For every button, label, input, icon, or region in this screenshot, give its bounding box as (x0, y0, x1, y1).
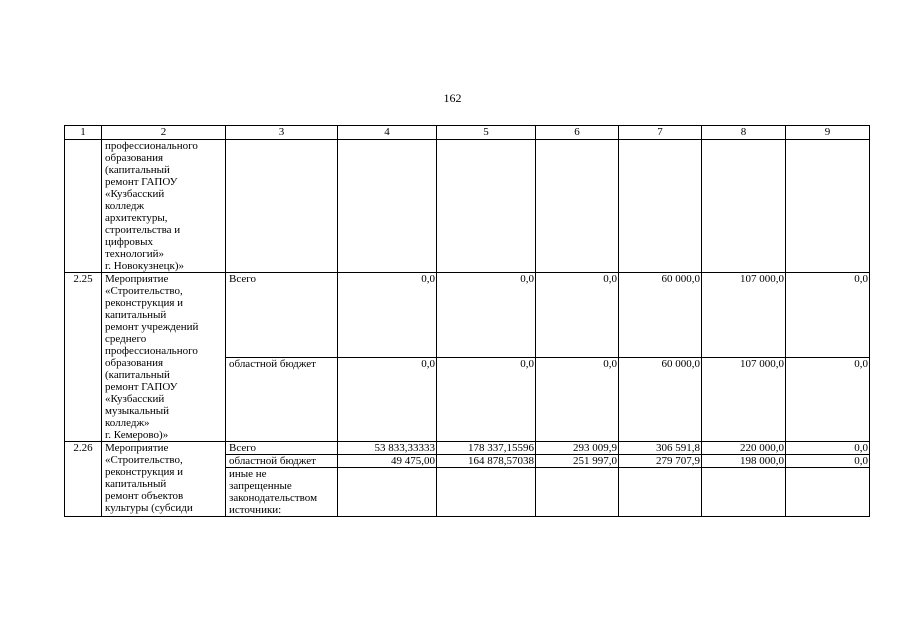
table-row (65, 273, 870, 358)
column-header: 9 (786, 126, 870, 140)
table-header-row (65, 126, 870, 140)
value-cell: 0,0 (338, 273, 437, 358)
funding-source: областной бюджет (226, 357, 338, 442)
column-header: 6 (536, 126, 619, 140)
page-number: 162 (443, 91, 462, 105)
row-number (65, 140, 102, 273)
column-header: 1 (65, 126, 102, 140)
empty-cell (786, 140, 870, 273)
empty-cell (702, 140, 786, 273)
funding-source: иные не запрещенные законодательством источники: (226, 468, 338, 517)
value-cell (338, 468, 437, 517)
column-header: 4 (338, 126, 437, 140)
value-cell: 0,0 (437, 357, 536, 442)
empty-cell (338, 140, 437, 273)
value-cell (536, 468, 619, 517)
funding-source: Всего (226, 273, 338, 358)
row-number: 2.25 (65, 273, 102, 442)
column-header: 3 (226, 126, 338, 140)
empty-cell (437, 140, 536, 273)
measure-description: Мероприятие «Строительство, реконструкция и капитальный ремонт учреждений среднего профессионального образования (капитальный ремонт ГАПОУ «Кузбасский музыкальный колледж» г. Кемерово)» (102, 273, 226, 442)
value-cell: 178 337,15596 (437, 442, 536, 455)
column-header: 2 (102, 126, 226, 140)
value-cell: 0,0 (536, 273, 619, 358)
value-cell: 0,0 (786, 455, 870, 468)
value-cell: 0,0 (786, 442, 870, 455)
value-cell: 53 833,33333 (338, 442, 437, 455)
measure-description: Мероприятие «Строительство, реконструкция и капитальный ремонт объектов культуры (субсиди (102, 442, 226, 517)
value-cell: 251 997,0 (536, 455, 619, 468)
value-cell: 279 707,9 (619, 455, 702, 468)
value-cell: 107 000,0 (702, 273, 786, 358)
empty-cell (226, 140, 338, 273)
value-cell: 107 000,0 (702, 357, 786, 442)
value-cell: 49 475,00 (338, 455, 437, 468)
value-cell: 0,0 (338, 357, 437, 442)
value-cell: 60 000,0 (619, 273, 702, 358)
value-cell: 293 009,9 (536, 442, 619, 455)
value-cell: 164 878,57038 (437, 455, 536, 468)
column-header: 7 (619, 126, 702, 140)
value-cell (619, 468, 702, 517)
value-cell: 0,0 (536, 357, 619, 442)
measure-description: профессионального образования (капитальный ремонт ГАПОУ «Кузбасский колледж архитектуры, строительства и цифровых технологий» г. Новокузнецк)» (102, 140, 226, 273)
value-cell: 306 591,8 (619, 442, 702, 455)
value-cell: 60 000,0 (619, 357, 702, 442)
value-cell: 0,0 (437, 273, 536, 358)
value-cell (702, 468, 786, 517)
value-cell (437, 468, 536, 517)
column-header: 5 (437, 126, 536, 140)
value-cell: 220 000,0 (702, 442, 786, 455)
table-row (65, 140, 870, 273)
value-cell: 0,0 (786, 273, 870, 358)
value-cell: 198 000,0 (702, 455, 786, 468)
empty-cell (536, 140, 619, 273)
value-cell: 0,0 (786, 357, 870, 442)
row-number: 2.26 (65, 442, 102, 517)
funding-source: областной бюджет (226, 455, 338, 468)
value-cell (786, 468, 870, 517)
empty-cell (619, 140, 702, 273)
budget-table (64, 125, 870, 517)
table-row (65, 442, 870, 455)
funding-source: Всего (226, 442, 338, 455)
column-header: 8 (702, 126, 786, 140)
